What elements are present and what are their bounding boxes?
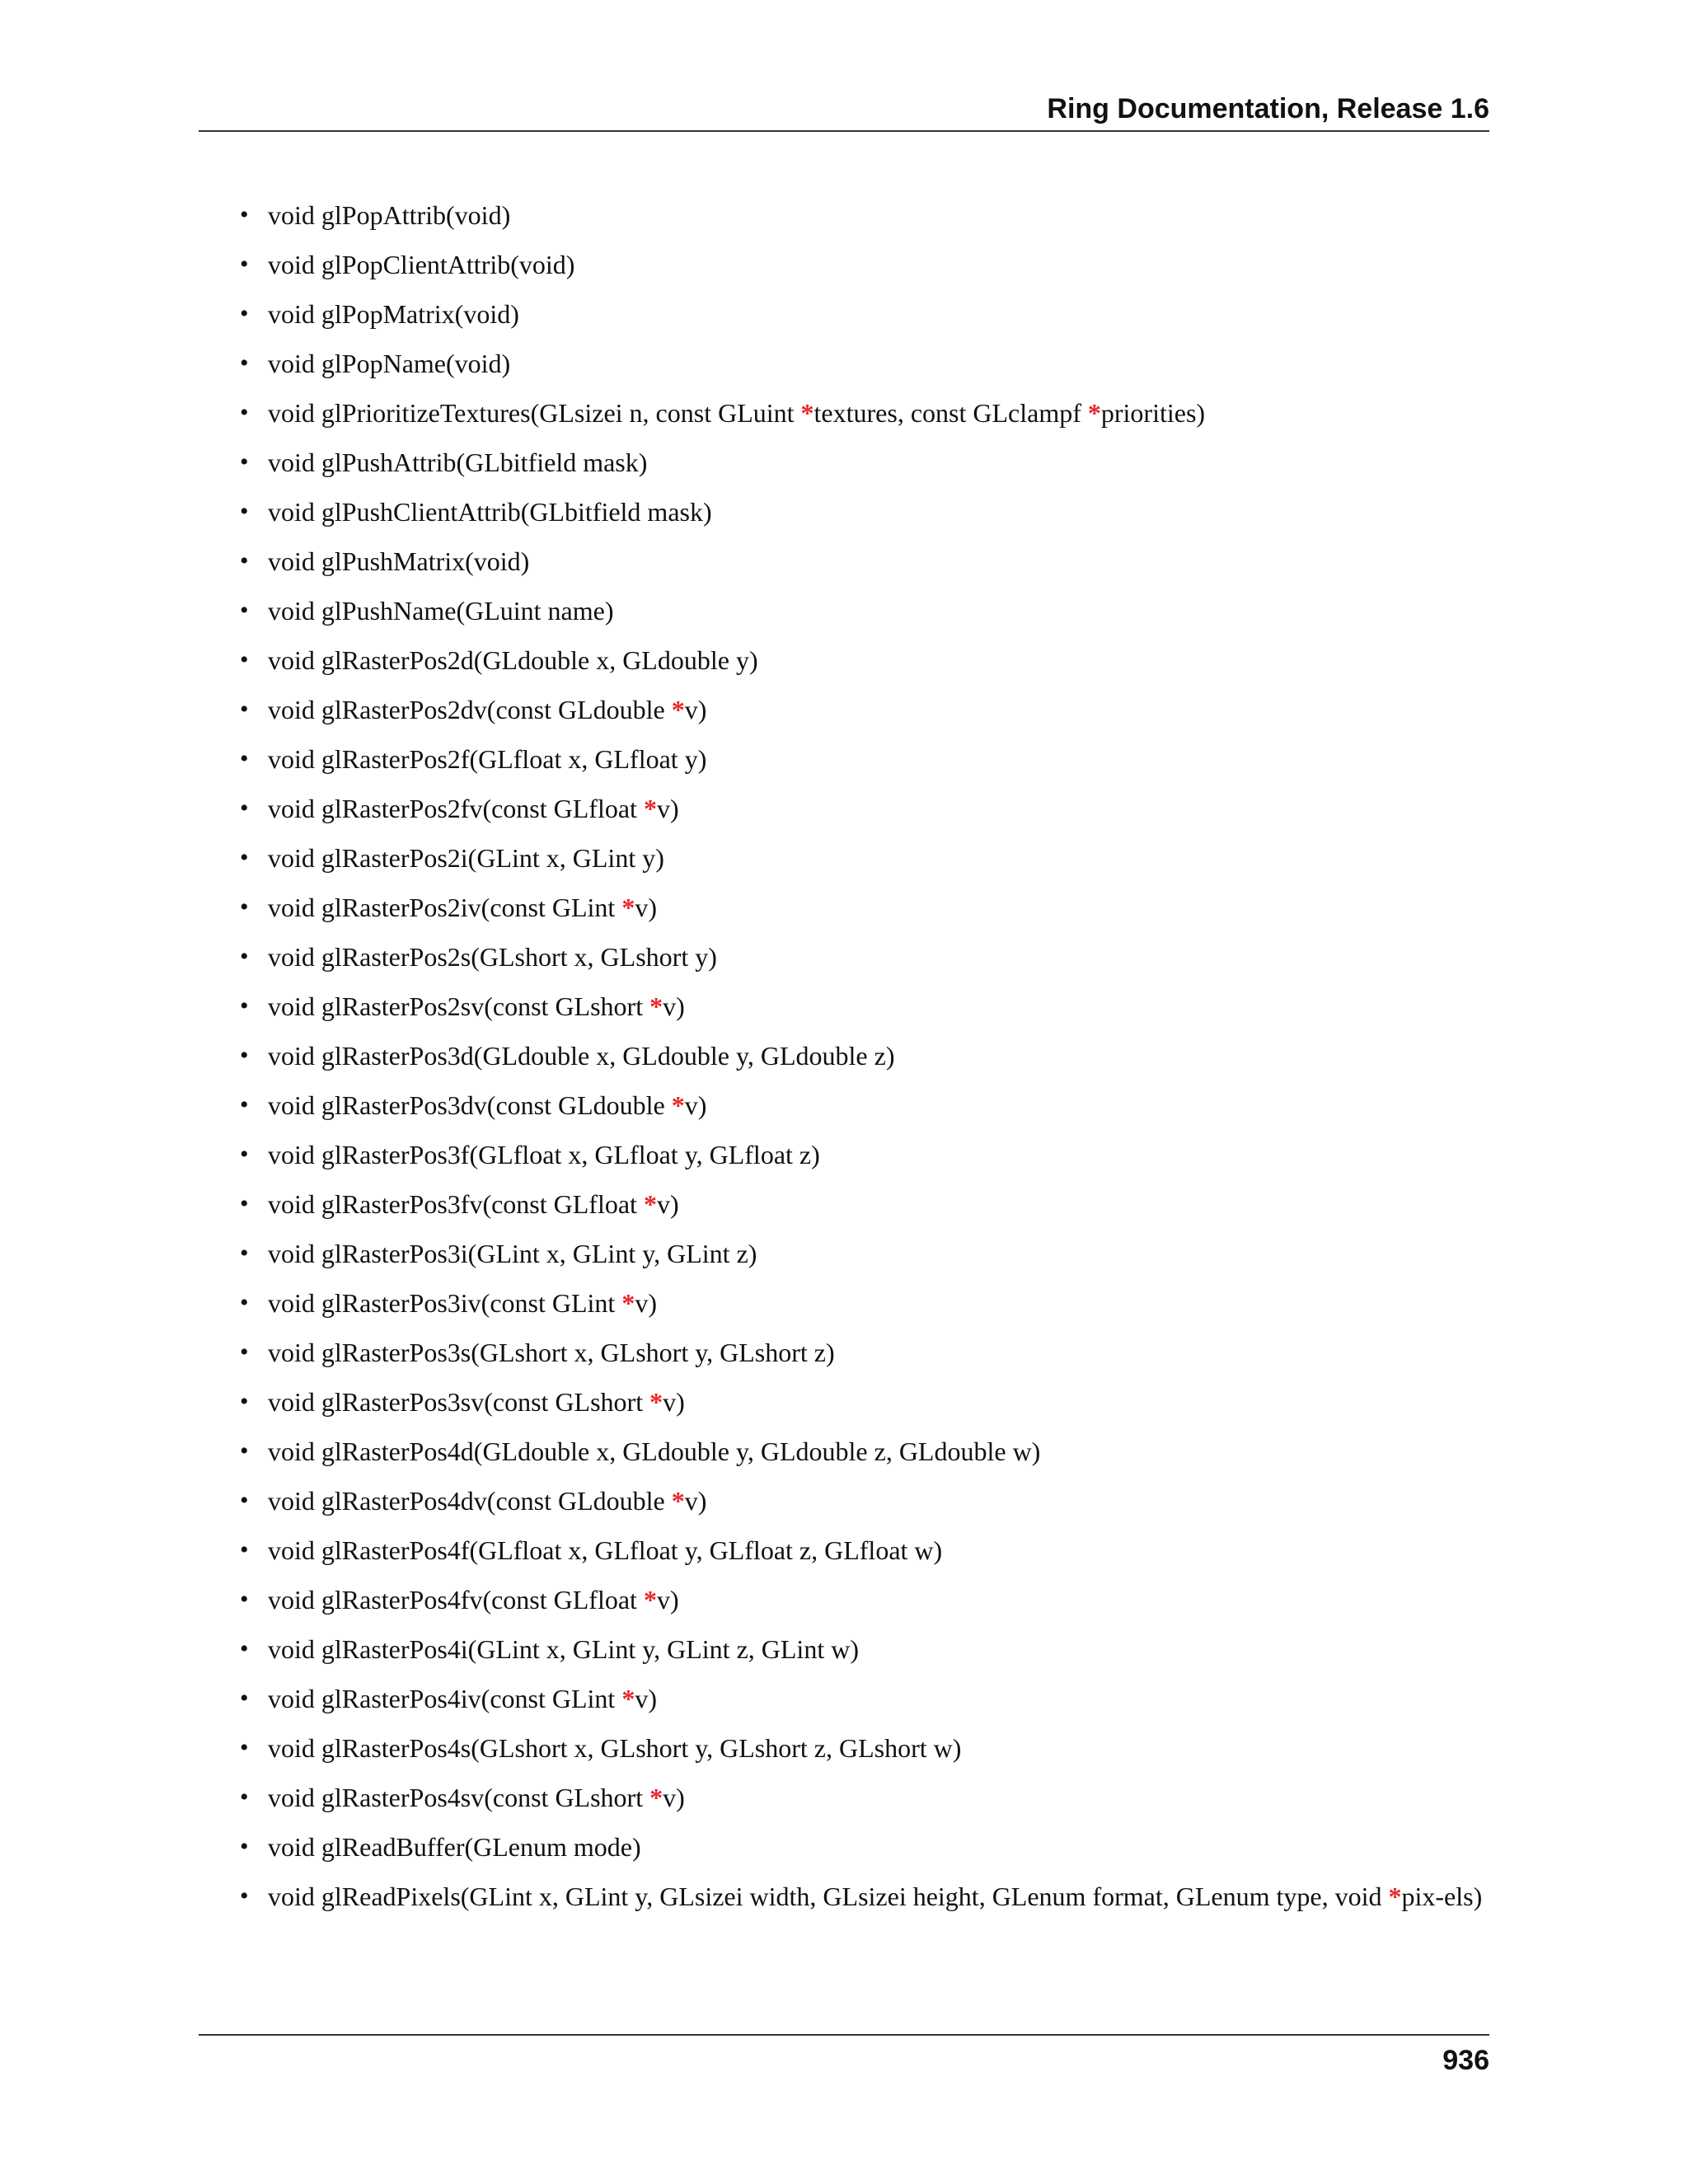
bullet-icon: • (240, 597, 249, 624)
pointer-asterisk: * (1087, 398, 1101, 428)
signature-text: priorities) (1100, 398, 1206, 428)
bullet-icon: • (240, 1091, 249, 1118)
signature-text: v) (635, 893, 657, 922)
signature-text: void glRasterPos4sv(const GLshort (268, 1783, 650, 1812)
pointer-asterisk: * (643, 1585, 657, 1615)
signature-text: v) (656, 794, 679, 823)
signature-text: v) (635, 1288, 657, 1318)
list-item (240, 743, 1493, 792)
pointer-asterisk: * (649, 1783, 663, 1812)
pointer-asterisk: * (671, 1486, 685, 1516)
bullet-icon: • (240, 1734, 249, 1761)
signature-text: void glRasterPos2sv(const GLshort (268, 991, 650, 1021)
signature-text: void glRasterPos4i(GLint x, GLint y, GLint z, GLint w) (268, 1634, 859, 1664)
signature-text: void glRasterPos2i(GLint x, GLint y) (268, 843, 664, 873)
bullet-icon: • (240, 1388, 249, 1415)
bullet-icon: • (240, 646, 249, 673)
list-item (240, 693, 1493, 743)
list-item (240, 1237, 1493, 1286)
bullet-icon: • (240, 1289, 249, 1316)
bullet-icon: • (240, 1783, 249, 1811)
signature-text: void glRasterPos3s(GLshort x, GLshort y, GLshort z) (268, 1338, 835, 1367)
list-item (240, 545, 1493, 594)
signature-text: void glPushMatrix(void) (268, 546, 530, 576)
signature-text: v) (684, 1486, 707, 1516)
bullet-icon: • (240, 696, 249, 723)
function-list (240, 199, 1493, 1929)
list-item (240, 1484, 1493, 1534)
bullet-icon: • (240, 992, 249, 1019)
bullet-icon: • (240, 300, 249, 327)
signature-text: void glPushClientAttrib(GLbitfield mask) (268, 497, 712, 527)
signature-text: void glReadBuffer(GLenum mode) (268, 1832, 641, 1862)
signature-text: void glRasterPos2d(GLdouble x, GLdouble y) (268, 645, 758, 675)
signature-text: textures, const GLclampf (814, 398, 1088, 428)
list-item (240, 644, 1493, 693)
pointer-asterisk: * (671, 1090, 685, 1120)
bullet-icon: • (240, 745, 249, 772)
pointer-asterisk: * (643, 1189, 657, 1219)
signature-text: void glRasterPos4dv(const GLdouble (268, 1486, 672, 1516)
list-item (240, 1188, 1493, 1237)
list-item (240, 1534, 1493, 1583)
page-number: 936 (1442, 2045, 1489, 2076)
signature-text: void glPopAttrib(void) (268, 200, 511, 230)
bullet-icon: • (240, 1338, 249, 1366)
pointer-asterisk: * (643, 794, 657, 823)
signature-text: void glRasterPos3dv(const GLdouble (268, 1090, 672, 1120)
list-item (240, 940, 1493, 990)
list-item (240, 594, 1493, 644)
signature-text: v) (635, 1684, 657, 1713)
list-item (240, 1286, 1493, 1336)
bullet-icon: • (240, 1240, 249, 1267)
list-item (240, 1633, 1493, 1682)
signature-text: v) (663, 991, 685, 1021)
signature-text: void glPushAttrib(GLbitfield mask) (268, 448, 648, 477)
bullet-icon: • (240, 794, 249, 822)
bullet-icon: • (240, 1190, 249, 1217)
bullet-icon: • (240, 1635, 249, 1662)
footer-rule (199, 2034, 1489, 2036)
bullet-icon: • (240, 1882, 249, 1910)
bullet-icon: • (240, 1536, 249, 1563)
bullet-icon: • (240, 349, 249, 377)
header-title: Ring Documentation, Release 1.6 (1047, 93, 1489, 124)
signature-text: void glRasterPos2dv(const GLdouble (268, 695, 672, 724)
list-item (240, 347, 1493, 396)
signature-text: void glRasterPos3i(GLint x, GLint y, GLint z) (268, 1239, 757, 1268)
signature-text: void glPushName(GLuint name) (268, 596, 614, 626)
list-item (240, 891, 1493, 940)
list-item (240, 990, 1493, 1039)
signature-text: void glRasterPos4s(GLshort x, GLshort y, GLshort z, GLshort w) (268, 1733, 962, 1763)
signature-text: void glReadPixels(GLint x, GLint y, GLsizei width, GLsizei height, GLenum format, GLenum type, void (268, 1882, 1389, 1911)
signature-text: void glPopName(void) (268, 349, 511, 378)
list-item (240, 1583, 1493, 1633)
signature-text: v) (663, 1783, 685, 1812)
bullet-icon: • (240, 1685, 249, 1712)
signature-text: void glPopClientAttrib(void) (268, 250, 575, 279)
signature-text: v) (656, 1585, 679, 1615)
bullet-icon: • (240, 1586, 249, 1613)
signature-text: v) (656, 1189, 679, 1219)
bullet-icon: • (240, 1042, 249, 1069)
signature-text: void glRasterPos4fv(const GLfloat (268, 1585, 644, 1615)
list-item (240, 199, 1493, 248)
signature-text: void glRasterPos4d(GLdouble x, GLdouble y, GLdouble z, GLdouble w) (268, 1436, 1041, 1466)
signature-text: void glPrioritizeTextures(GLsizei n, const GLuint (268, 398, 801, 428)
list-item (240, 1089, 1493, 1138)
pointer-asterisk: * (621, 893, 635, 922)
signature-text: void glPopMatrix(void) (268, 299, 519, 329)
list-item (240, 1435, 1493, 1484)
bullet-icon: • (240, 448, 249, 476)
list-item (240, 1385, 1493, 1435)
signature-text: void glRasterPos3d(GLdouble x, GLdouble y, GLdouble z) (268, 1041, 895, 1071)
signature-text: pix-els) (1401, 1882, 1483, 1911)
signature-text: v) (684, 695, 707, 724)
bullet-icon: • (240, 1833, 249, 1860)
signature-text: v) (684, 1090, 707, 1120)
bullet-icon: • (240, 844, 249, 871)
list-item (240, 1336, 1493, 1385)
bullet-icon: • (240, 1141, 249, 1168)
signature-text: void glRasterPos4f(GLfloat x, GLfloat y, GLfloat z, GLfloat w) (268, 1535, 943, 1565)
bullet-icon: • (240, 943, 249, 970)
list-item (240, 841, 1493, 891)
signature-text: void glRasterPos2f(GLfloat x, GLfloat y) (268, 744, 707, 774)
list-item (240, 1880, 1496, 1929)
list-item (240, 1781, 1493, 1830)
signature-text: void glRasterPos3f(GLfloat x, GLfloat y, GLfloat z) (268, 1140, 820, 1169)
list-item (240, 1138, 1493, 1188)
bullet-icon: • (240, 547, 249, 574)
list-item (240, 1039, 1493, 1089)
signature-text: void glRasterPos2iv(const GLint (268, 893, 622, 922)
list-item (240, 396, 1493, 446)
list-item (240, 792, 1493, 841)
bullet-icon: • (240, 251, 249, 278)
bullet-icon: • (240, 201, 249, 228)
bullet-icon: • (240, 399, 249, 426)
list-item (240, 248, 1493, 298)
pointer-asterisk: * (671, 695, 685, 724)
bullet-icon: • (240, 1437, 249, 1465)
signature-text: void glRasterPos3fv(const GLfloat (268, 1189, 644, 1219)
list-item (240, 1830, 1493, 1880)
signature-text: void glRasterPos2fv(const GLfloat (268, 794, 644, 823)
list-item (240, 495, 1493, 545)
bullet-icon: • (240, 893, 249, 921)
list-item (240, 446, 1493, 495)
bullet-icon: • (240, 1487, 249, 1514)
pointer-asterisk: * (621, 1684, 635, 1713)
list-item (240, 298, 1493, 347)
pointer-asterisk: * (1388, 1882, 1402, 1911)
signature-text: void glRasterPos2s(GLshort x, GLshort y) (268, 942, 717, 972)
list-item (240, 1682, 1493, 1732)
signature-text: v) (663, 1387, 685, 1417)
list-item (240, 1732, 1493, 1781)
page-header (199, 92, 1489, 132)
bullet-icon: • (240, 498, 249, 525)
pointer-asterisk: * (621, 1288, 635, 1318)
pointer-asterisk: * (649, 1387, 663, 1417)
signature-text: void glRasterPos4iv(const GLint (268, 1684, 622, 1713)
pointer-asterisk: * (800, 398, 814, 428)
pointer-asterisk: * (649, 991, 663, 1021)
signature-text: void glRasterPos3iv(const GLint (268, 1288, 622, 1318)
signature-text: void glRasterPos3sv(const GLshort (268, 1387, 650, 1417)
